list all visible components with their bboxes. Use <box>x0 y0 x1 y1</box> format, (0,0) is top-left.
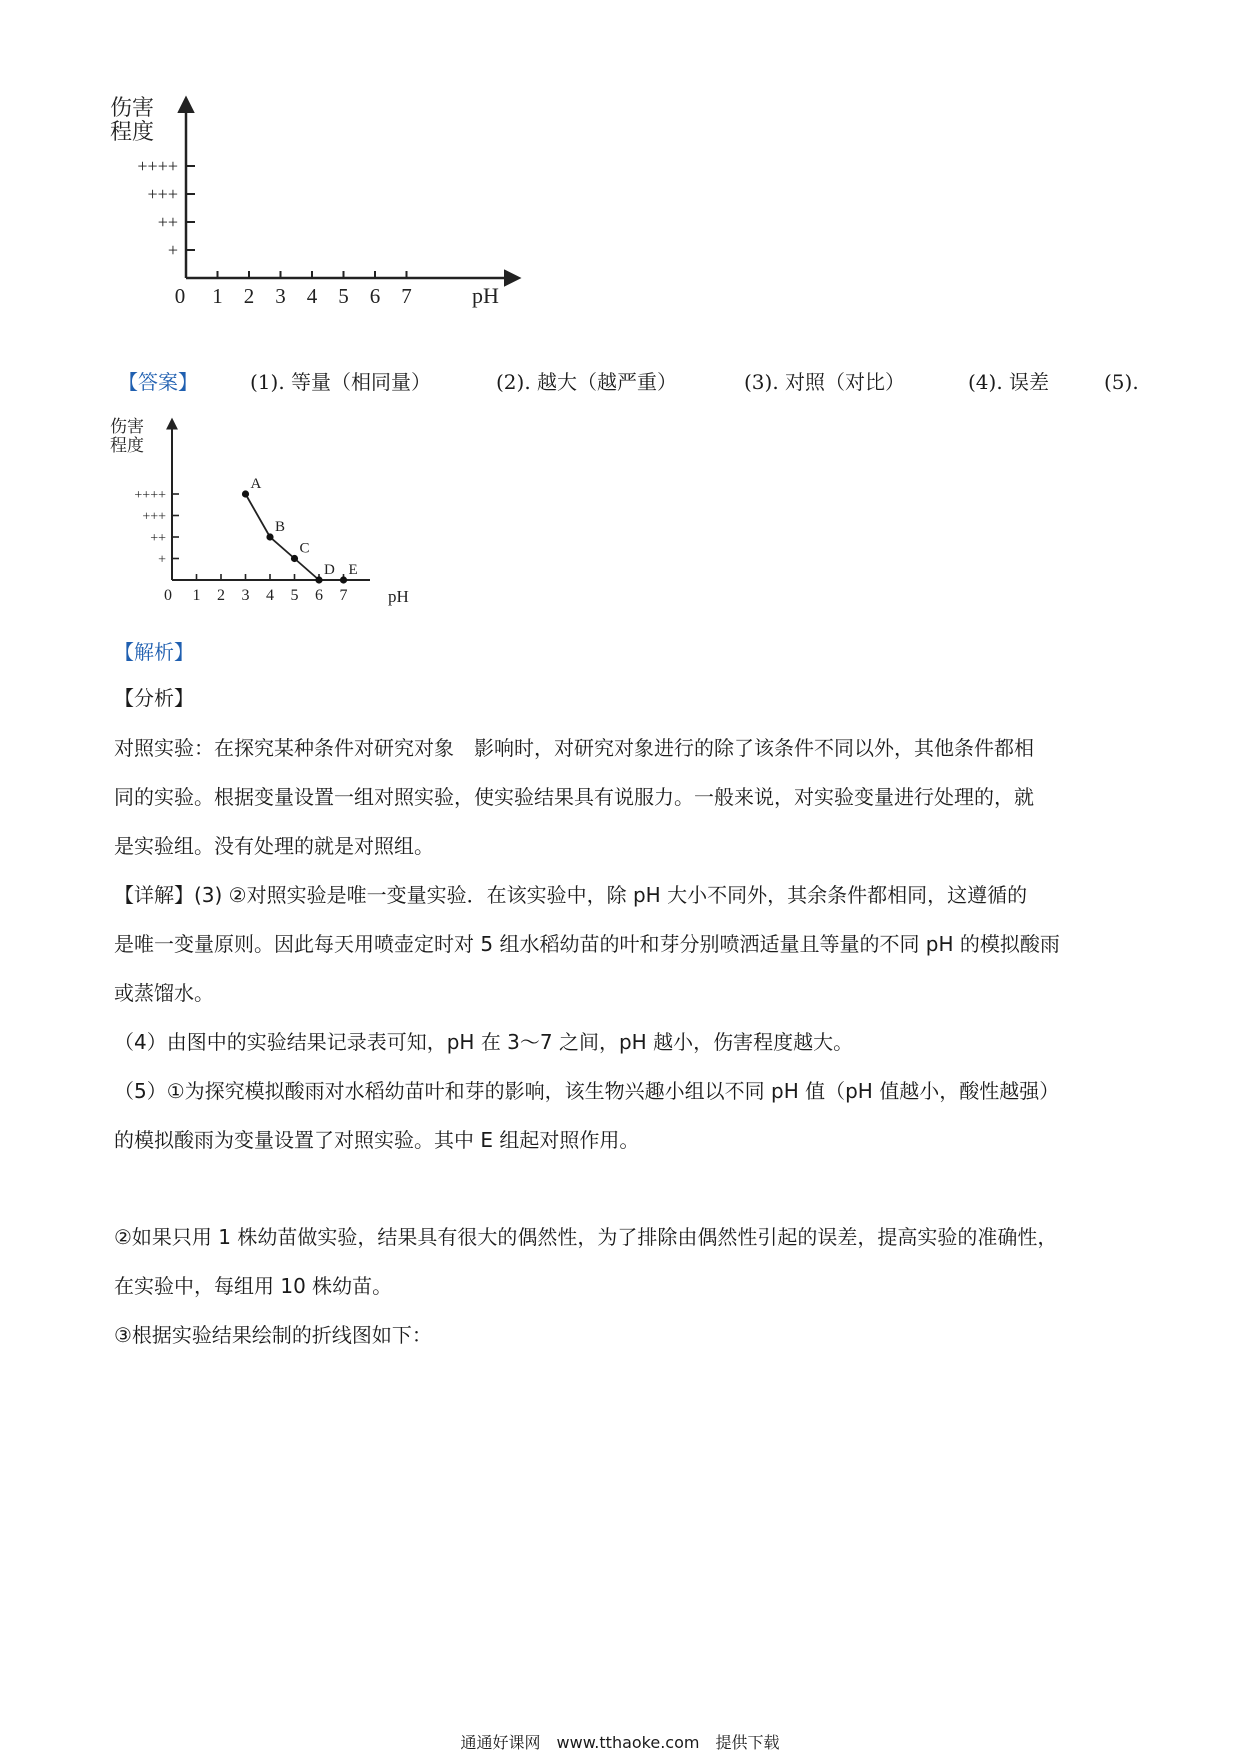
intro-line: 同的实验。根据变量设置一组对照实验，使实验结果具有说服力。一般来说，对实验变量进行处理的，就 <box>114 785 1034 809</box>
analysis-subheading: 【分析】 <box>114 686 194 710</box>
answer-item-4: (4). 误差 <box>968 370 1050 394</box>
point-label-b: B <box>275 519 286 535</box>
answer-item-3: (3). 对照（对比） <box>744 370 906 394</box>
intro-line: 是实验组。没有处理的就是对照组。 <box>114 834 434 858</box>
y-axis-label-line2: 程度 <box>110 436 144 455</box>
point-label-c: C <box>299 540 310 557</box>
analysis-heading: 【解析】 <box>114 640 194 664</box>
footer-text: 通通好课网 www.tthaoke.com 提供下载 <box>460 1733 780 1752</box>
blank-chart <box>110 95 530 350</box>
y-tick-label: ++ <box>157 212 178 232</box>
x-tick-label: 5 <box>338 284 349 308</box>
detail-line: 的模拟酸雨为变量设置了对照实验。其中 E 组起对照作用。 <box>114 1128 640 1152</box>
x-tick-label: 6 <box>369 284 381 308</box>
point-label-d: D <box>324 562 335 578</box>
x-tick-label: 6 <box>315 587 323 604</box>
x-tick-label: 1 <box>192 587 201 604</box>
y-tick-label: + <box>167 240 178 260</box>
data-point-e <box>340 576 347 583</box>
x-tick-label: 2 <box>217 587 225 604</box>
answer-item-5: (5). <box>1104 370 1139 394</box>
x-tick-label: 3 <box>275 284 286 308</box>
point-label-e: E <box>348 562 358 578</box>
intro-line: 对照实验：在探究某种条件对研究对象 影响时，对研究对象进行的除了该条件不同以外，其他条件都相 <box>114 736 1034 760</box>
x-tick-label: 0 <box>164 587 172 604</box>
later-line: ②如果只用 1 株幼苗做实验，结果具有很大的偶然性，为了排除由偶然性引起的误差，提高实验的准确性， <box>114 1225 1058 1249</box>
later-line: 在实验中，每组用 10 株幼苗。 <box>114 1274 393 1298</box>
y-tick-label: +++ <box>142 509 166 525</box>
x-tick-label: 0 <box>174 284 186 308</box>
y-axis-label-line2: 程度 <box>110 119 155 144</box>
y-tick-label: ++++ <box>137 156 178 176</box>
detail-line: （4）由图中的实验结果记录表可知，pH 在 3～7 之间，pH 越小，伤害程度越大。 <box>114 1030 854 1054</box>
series-line <box>246 494 320 580</box>
later-paragraph <box>114 1213 1130 1360</box>
detail-line: 或蒸馏水。 <box>114 981 214 1005</box>
y-tick-label: + <box>158 552 166 568</box>
x-tick-label: 5 <box>290 587 299 604</box>
y-tick-label: ++++ <box>134 488 166 503</box>
detail-paragraph <box>114 871 1130 1165</box>
y-axis-label-line1: 伤害 <box>110 95 155 120</box>
detail-line: 【详解】(3) ②对照实验是唯一变量实验．在该实验中，除 pH 大小不同外，其余条件都相同，这遵循的 <box>114 883 1028 907</box>
x-tick-label: 2 <box>243 284 255 308</box>
y-tick-label: ++ <box>150 531 166 546</box>
x-tick-label: 1 <box>212 284 223 308</box>
later-line: ③根据实验结果绘制的折线图如下： <box>114 1323 432 1347</box>
answer-row <box>118 367 1138 397</box>
y-tick-label: +++ <box>147 184 178 204</box>
point-label-a: A <box>250 476 262 492</box>
x-axis-label: pH <box>388 587 409 606</box>
detail-line: 是唯一变量原则。因此每天用喷壶定时对 5 组水稻幼苗的叶和芽分别喷洒适量且等量的不同 pH 的模拟酸雨 <box>114 932 1060 956</box>
data-point-b <box>266 533 273 540</box>
intro-paragraph <box>114 724 1130 871</box>
data-point-a <box>242 490 249 497</box>
x-tick-label: 7 <box>339 587 348 604</box>
detail-line: （5）①为探究模拟酸雨对水稻幼苗叶和芽的影响，该生物兴趣小组以不同 pH 值（pH 值越小，酸性越强） <box>114 1079 1060 1103</box>
answer-item-1: (1). 等量（相同量） <box>250 370 432 394</box>
y-axis-label-line1: 伤害 <box>110 417 144 436</box>
result-line-chart <box>110 415 430 610</box>
answer-item-2: (2). 越大（越严重） <box>496 370 678 394</box>
x-tick-label: 4 <box>266 587 274 604</box>
x-tick-label: 7 <box>401 284 412 308</box>
data-point-d <box>315 576 322 583</box>
answer-label: 【答案】 <box>118 370 198 394</box>
x-axis-label: pH <box>472 283 499 308</box>
x-tick-label: 4 <box>306 284 318 308</box>
data-point-c <box>291 555 298 562</box>
x-tick-label: 3 <box>241 587 250 604</box>
